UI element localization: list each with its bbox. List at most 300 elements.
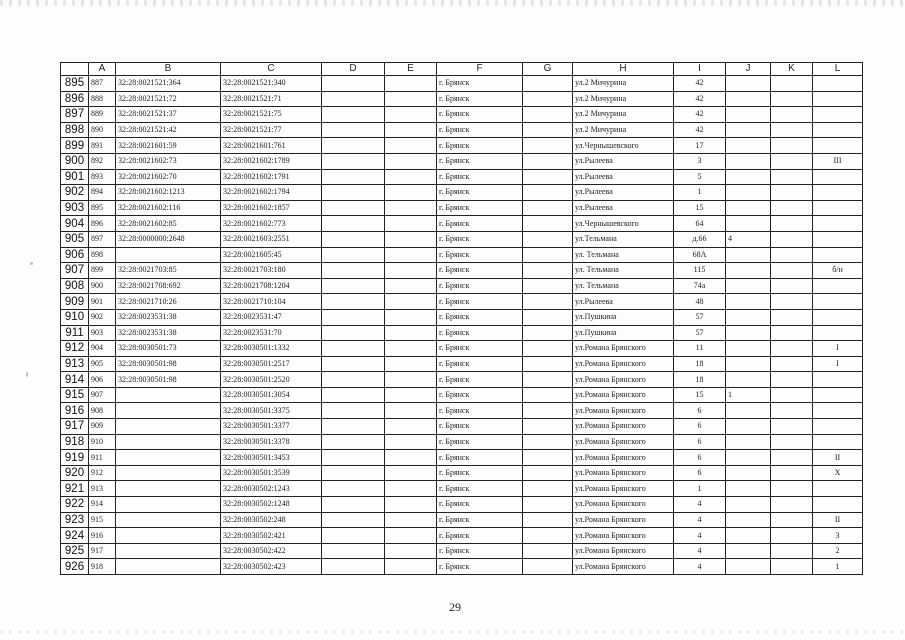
- row-number[interactable]: 926: [61, 559, 89, 575]
- cell-h[interactable]: ул.Чернышевского: [573, 216, 674, 232]
- cell-i[interactable]: 6: [674, 465, 726, 481]
- cell-j[interactable]: [726, 356, 771, 372]
- cell-c[interactable]: 32:28:0021602:1794: [221, 185, 322, 201]
- cell-c[interactable]: 32:28:0030502:421: [221, 528, 322, 544]
- cell-i[interactable]: 1: [674, 185, 726, 201]
- cell-l[interactable]: [813, 309, 863, 325]
- cell-e[interactable]: [385, 512, 437, 528]
- cell-d[interactable]: [322, 153, 385, 169]
- cell-g[interactable]: [523, 497, 573, 513]
- cell-f[interactable]: г. Брянск: [437, 278, 523, 294]
- cell-i[interactable]: 48: [674, 294, 726, 310]
- cell-f[interactable]: г. Брянск: [437, 403, 523, 419]
- cell-a[interactable]: 910: [89, 434, 116, 450]
- cell-h[interactable]: ул.Романа Брянского: [573, 403, 674, 419]
- cell-g[interactable]: [523, 450, 573, 466]
- cell-f[interactable]: г. Брянск: [437, 543, 523, 559]
- cell-f[interactable]: г. Брянск: [437, 76, 523, 92]
- cell-b[interactable]: [116, 247, 221, 263]
- cell-d[interactable]: [322, 481, 385, 497]
- cell-k[interactable]: [771, 512, 813, 528]
- cell-c[interactable]: 32:28:0030501:3375: [221, 403, 322, 419]
- cell-i[interactable]: 18: [674, 356, 726, 372]
- cell-d[interactable]: [322, 387, 385, 403]
- cell-l[interactable]: [813, 481, 863, 497]
- cell-f[interactable]: г. Брянск: [437, 512, 523, 528]
- cell-i[interactable]: 6: [674, 419, 726, 435]
- cell-k[interactable]: [771, 91, 813, 107]
- cell-f[interactable]: г. Брянск: [437, 200, 523, 216]
- cell-a[interactable]: 914: [89, 497, 116, 513]
- cell-b[interactable]: 32:28:0030501:73: [116, 341, 221, 357]
- cell-b[interactable]: [116, 465, 221, 481]
- cell-l[interactable]: [813, 200, 863, 216]
- cell-d[interactable]: [322, 325, 385, 341]
- cell-g[interactable]: [523, 309, 573, 325]
- cell-k[interactable]: [771, 309, 813, 325]
- cell-c[interactable]: 32:28:0021521:77: [221, 122, 322, 138]
- cell-k[interactable]: [771, 169, 813, 185]
- cell-l[interactable]: 2: [813, 543, 863, 559]
- cell-e[interactable]: [385, 387, 437, 403]
- cell-a[interactable]: 904: [89, 341, 116, 357]
- cell-e[interactable]: [385, 543, 437, 559]
- cell-a[interactable]: 891: [89, 138, 116, 154]
- cell-a[interactable]: 894: [89, 185, 116, 201]
- cell-g[interactable]: [523, 247, 573, 263]
- cell-g[interactable]: [523, 107, 573, 123]
- cell-c[interactable]: 32:28:0030501:3054: [221, 387, 322, 403]
- row-number[interactable]: 911: [61, 325, 89, 341]
- cell-h[interactable]: ул.Пушкина: [573, 325, 674, 341]
- cell-a[interactable]: 916: [89, 528, 116, 544]
- cell-d[interactable]: [322, 263, 385, 279]
- cell-k[interactable]: [771, 294, 813, 310]
- cell-g[interactable]: [523, 169, 573, 185]
- cell-i[interactable]: 1: [674, 481, 726, 497]
- cell-b[interactable]: [116, 387, 221, 403]
- cell-f[interactable]: г. Брянск: [437, 325, 523, 341]
- cell-h[interactable]: ул.Романа Брянского: [573, 434, 674, 450]
- cell-j[interactable]: [726, 481, 771, 497]
- row-number[interactable]: 909: [61, 294, 89, 310]
- cell-i[interactable]: 15: [674, 387, 726, 403]
- row-number[interactable]: 904: [61, 216, 89, 232]
- row-number[interactable]: 918: [61, 434, 89, 450]
- cell-e[interactable]: [385, 465, 437, 481]
- cell-a[interactable]: 906: [89, 372, 116, 388]
- cell-a[interactable]: 905: [89, 356, 116, 372]
- cell-j[interactable]: [726, 325, 771, 341]
- cell-c[interactable]: 32:28:0030501:3539: [221, 465, 322, 481]
- cell-i[interactable]: 64: [674, 216, 726, 232]
- cell-i[interactable]: 4: [674, 559, 726, 575]
- cell-a[interactable]: 909: [89, 419, 116, 435]
- cell-f[interactable]: г. Брянск: [437, 107, 523, 123]
- cell-h[interactable]: ул.Рылеева: [573, 185, 674, 201]
- cell-a[interactable]: 913: [89, 481, 116, 497]
- cell-h[interactable]: ул.Романа Брянского: [573, 528, 674, 544]
- cell-f[interactable]: г. Брянск: [437, 247, 523, 263]
- cell-j[interactable]: [726, 497, 771, 513]
- cell-g[interactable]: [523, 278, 573, 294]
- cell-k[interactable]: [771, 356, 813, 372]
- row-number[interactable]: 915: [61, 387, 89, 403]
- cell-l[interactable]: II: [813, 512, 863, 528]
- cell-b[interactable]: 32:28:0021703:85: [116, 263, 221, 279]
- cell-h[interactable]: ул.Романа Брянского: [573, 372, 674, 388]
- cell-e[interactable]: [385, 200, 437, 216]
- cell-e[interactable]: [385, 372, 437, 388]
- cell-l[interactable]: [813, 138, 863, 154]
- cell-f[interactable]: г. Брянск: [437, 497, 523, 513]
- cell-g[interactable]: [523, 372, 573, 388]
- column-header-f[interactable]: F: [437, 63, 523, 76]
- cell-d[interactable]: [322, 200, 385, 216]
- cell-l[interactable]: [813, 294, 863, 310]
- cell-l[interactable]: X: [813, 465, 863, 481]
- cell-l[interactable]: [813, 76, 863, 92]
- cell-g[interactable]: [523, 341, 573, 357]
- cell-a[interactable]: 915: [89, 512, 116, 528]
- cell-f[interactable]: г. Брянск: [437, 153, 523, 169]
- cell-f[interactable]: г. Брянск: [437, 185, 523, 201]
- cell-f[interactable]: г. Брянск: [437, 419, 523, 435]
- cell-i[interactable]: 15: [674, 200, 726, 216]
- cell-g[interactable]: [523, 153, 573, 169]
- cell-f[interactable]: г. Брянск: [437, 216, 523, 232]
- cell-c[interactable]: 32:28:0021605:45: [221, 247, 322, 263]
- cell-e[interactable]: [385, 403, 437, 419]
- cell-e[interactable]: [385, 138, 437, 154]
- cell-g[interactable]: [523, 528, 573, 544]
- cell-g[interactable]: [523, 231, 573, 247]
- cell-a[interactable]: 900: [89, 278, 116, 294]
- cell-h[interactable]: ул.Романа Брянского: [573, 356, 674, 372]
- cell-f[interactable]: г. Брянск: [437, 122, 523, 138]
- cell-e[interactable]: [385, 434, 437, 450]
- cell-a[interactable]: 911: [89, 450, 116, 466]
- cell-g[interactable]: [523, 387, 573, 403]
- cell-a[interactable]: 901: [89, 294, 116, 310]
- cell-j[interactable]: [726, 107, 771, 123]
- cell-j[interactable]: [726, 543, 771, 559]
- cell-g[interactable]: [523, 325, 573, 341]
- cell-i[interactable]: 11: [674, 341, 726, 357]
- cell-h[interactable]: ул.Романа Брянского: [573, 465, 674, 481]
- cell-b[interactable]: 32:28:0021602:70: [116, 169, 221, 185]
- cell-h[interactable]: ул.Рылеева: [573, 294, 674, 310]
- cell-f[interactable]: г. Брянск: [437, 91, 523, 107]
- cell-l[interactable]: [813, 107, 863, 123]
- cell-b[interactable]: 32:28:0021521:72: [116, 91, 221, 107]
- cell-g[interactable]: [523, 263, 573, 279]
- cell-k[interactable]: [771, 528, 813, 544]
- column-header-k[interactable]: K: [771, 63, 813, 76]
- column-header-g[interactable]: G: [523, 63, 573, 76]
- cell-a[interactable]: 907: [89, 387, 116, 403]
- cell-d[interactable]: [322, 247, 385, 263]
- row-number[interactable]: 914: [61, 372, 89, 388]
- cell-d[interactable]: [322, 512, 385, 528]
- cell-d[interactable]: [322, 169, 385, 185]
- cell-e[interactable]: [385, 122, 437, 138]
- cell-j[interactable]: [726, 372, 771, 388]
- cell-i[interactable]: 42: [674, 122, 726, 138]
- cell-k[interactable]: [771, 325, 813, 341]
- cell-j[interactable]: [726, 278, 771, 294]
- cell-k[interactable]: [771, 122, 813, 138]
- cell-c[interactable]: 32:28:0021521:75: [221, 107, 322, 123]
- cell-i[interactable]: д.66: [674, 231, 726, 247]
- cell-j[interactable]: [726, 419, 771, 435]
- cell-e[interactable]: [385, 341, 437, 357]
- cell-a[interactable]: 918: [89, 559, 116, 575]
- cell-h[interactable]: ул.Романа Брянского: [573, 387, 674, 403]
- cell-d[interactable]: [322, 434, 385, 450]
- cell-l[interactable]: [813, 278, 863, 294]
- cell-k[interactable]: [771, 403, 813, 419]
- cell-h[interactable]: ул.Романа Брянского: [573, 341, 674, 357]
- cell-l[interactable]: 3: [813, 528, 863, 544]
- cell-b[interactable]: 32:28:0021710:26: [116, 294, 221, 310]
- cell-g[interactable]: [523, 403, 573, 419]
- cell-b[interactable]: 32:28:0021708:692: [116, 278, 221, 294]
- row-number[interactable]: 916: [61, 403, 89, 419]
- cell-a[interactable]: 895: [89, 200, 116, 216]
- cell-g[interactable]: [523, 294, 573, 310]
- cell-l[interactable]: [813, 231, 863, 247]
- cell-e[interactable]: [385, 450, 437, 466]
- cell-e[interactable]: [385, 356, 437, 372]
- cell-c[interactable]: 32:28:0023531:70: [221, 325, 322, 341]
- cell-l[interactable]: II: [813, 450, 863, 466]
- cell-c[interactable]: 32:28:0021703:180: [221, 263, 322, 279]
- column-header-e[interactable]: E: [385, 63, 437, 76]
- cell-j[interactable]: [726, 403, 771, 419]
- cell-b[interactable]: 32:28:0021602:1213: [116, 185, 221, 201]
- cell-i[interactable]: 6: [674, 403, 726, 419]
- cell-l[interactable]: III: [813, 153, 863, 169]
- cell-d[interactable]: [322, 91, 385, 107]
- row-number[interactable]: 922: [61, 497, 89, 513]
- cell-e[interactable]: [385, 91, 437, 107]
- cell-b[interactable]: 32:28:0021521:364: [116, 76, 221, 92]
- cell-b[interactable]: 32:28:0021521:42: [116, 122, 221, 138]
- cell-j[interactable]: [726, 76, 771, 92]
- cell-e[interactable]: [385, 216, 437, 232]
- cell-h[interactable]: ул.Рылеева: [573, 153, 674, 169]
- cell-b[interactable]: 32:28:0030501:98: [116, 356, 221, 372]
- cell-d[interactable]: [322, 543, 385, 559]
- cell-b[interactable]: 32:28:0023531:38: [116, 309, 221, 325]
- cell-k[interactable]: [771, 247, 813, 263]
- cell-l[interactable]: [813, 497, 863, 513]
- cell-e[interactable]: [385, 231, 437, 247]
- cell-i[interactable]: 6: [674, 450, 726, 466]
- cell-b[interactable]: 32:28:0023531:38: [116, 325, 221, 341]
- cell-b[interactable]: [116, 528, 221, 544]
- cell-e[interactable]: [385, 76, 437, 92]
- cell-e[interactable]: [385, 309, 437, 325]
- cell-c[interactable]: 32:28:0030501:1332: [221, 341, 322, 357]
- cell-d[interactable]: [322, 356, 385, 372]
- cell-j[interactable]: [726, 559, 771, 575]
- cell-c[interactable]: 32:28:0021708:1204: [221, 278, 322, 294]
- cell-j[interactable]: [726, 169, 771, 185]
- cell-j[interactable]: 4: [726, 231, 771, 247]
- column-header-j[interactable]: J: [726, 63, 771, 76]
- row-number[interactable]: 925: [61, 543, 89, 559]
- cell-h[interactable]: ул. Тельмана: [573, 247, 674, 263]
- cell-b[interactable]: [116, 512, 221, 528]
- cell-i[interactable]: 17: [674, 138, 726, 154]
- cell-e[interactable]: [385, 263, 437, 279]
- cell-d[interactable]: [322, 497, 385, 513]
- cell-e[interactable]: [385, 528, 437, 544]
- row-number[interactable]: 902: [61, 185, 89, 201]
- cell-k[interactable]: [771, 153, 813, 169]
- cell-a[interactable]: 889: [89, 107, 116, 123]
- cell-a[interactable]: 898: [89, 247, 116, 263]
- cell-j[interactable]: [726, 91, 771, 107]
- cell-i[interactable]: 5: [674, 169, 726, 185]
- cell-h[interactable]: ул. Тельмана: [573, 263, 674, 279]
- cell-l[interactable]: [813, 419, 863, 435]
- cell-f[interactable]: г. Брянск: [437, 559, 523, 575]
- cell-j[interactable]: [726, 294, 771, 310]
- cell-a[interactable]: 893: [89, 169, 116, 185]
- cell-b[interactable]: 32:28:0021521:37: [116, 107, 221, 123]
- cell-j[interactable]: [726, 465, 771, 481]
- cell-a[interactable]: 892: [89, 153, 116, 169]
- row-number[interactable]: 899: [61, 138, 89, 154]
- cell-d[interactable]: [322, 309, 385, 325]
- cell-k[interactable]: [771, 481, 813, 497]
- cell-b[interactable]: 32:28:0030501:98: [116, 372, 221, 388]
- cell-d[interactable]: [322, 419, 385, 435]
- cell-d[interactable]: [322, 278, 385, 294]
- cell-c[interactable]: 32:28:0021602:773: [221, 216, 322, 232]
- cell-j[interactable]: [726, 512, 771, 528]
- cell-a[interactable]: 902: [89, 309, 116, 325]
- cell-f[interactable]: г. Брянск: [437, 372, 523, 388]
- cell-k[interactable]: [771, 387, 813, 403]
- cell-i[interactable]: 115: [674, 263, 726, 279]
- cell-i[interactable]: 4: [674, 512, 726, 528]
- cell-l[interactable]: [813, 185, 863, 201]
- cell-f[interactable]: г. Брянск: [437, 341, 523, 357]
- row-number[interactable]: 901: [61, 169, 89, 185]
- cell-c[interactable]: 32:28:0030502:1248: [221, 497, 322, 513]
- row-number[interactable]: 897: [61, 107, 89, 123]
- cell-b[interactable]: [116, 543, 221, 559]
- cell-c[interactable]: 32:28:0030502:1243: [221, 481, 322, 497]
- cell-f[interactable]: г. Брянск: [437, 231, 523, 247]
- row-number[interactable]: 898: [61, 122, 89, 138]
- cell-i[interactable]: 42: [674, 107, 726, 123]
- cell-c[interactable]: 32:28:0030501:2517: [221, 356, 322, 372]
- row-number[interactable]: 900: [61, 153, 89, 169]
- cell-f[interactable]: г. Брянск: [437, 169, 523, 185]
- cell-k[interactable]: [771, 497, 813, 513]
- cell-e[interactable]: [385, 419, 437, 435]
- cell-l[interactable]: [813, 169, 863, 185]
- cell-l[interactable]: 1: [813, 559, 863, 575]
- cell-f[interactable]: г. Брянск: [437, 294, 523, 310]
- column-header-h[interactable]: H: [573, 63, 674, 76]
- column-header-d[interactable]: D: [322, 63, 385, 76]
- cell-i[interactable]: 4: [674, 543, 726, 559]
- cell-g[interactable]: [523, 216, 573, 232]
- cell-l[interactable]: [813, 434, 863, 450]
- cell-b[interactable]: [116, 434, 221, 450]
- cell-c[interactable]: 32:28:0021603:2551: [221, 231, 322, 247]
- cell-b[interactable]: 32:28:0021601:59: [116, 138, 221, 154]
- cell-c[interactable]: 32:28:0030501:3453: [221, 450, 322, 466]
- row-number[interactable]: 905: [61, 231, 89, 247]
- column-header-a[interactable]: A: [89, 63, 116, 76]
- cell-j[interactable]: [726, 341, 771, 357]
- cell-k[interactable]: [771, 138, 813, 154]
- cell-j[interactable]: [726, 450, 771, 466]
- cell-k[interactable]: [771, 419, 813, 435]
- cell-e[interactable]: [385, 278, 437, 294]
- cell-c[interactable]: 32:28:0021521:71: [221, 91, 322, 107]
- cell-g[interactable]: [523, 185, 573, 201]
- cell-c[interactable]: 32:28:0021602:1791: [221, 169, 322, 185]
- cell-d[interactable]: [322, 341, 385, 357]
- cell-k[interactable]: [771, 76, 813, 92]
- column-header-i[interactable]: I: [674, 63, 726, 76]
- cell-k[interactable]: [771, 263, 813, 279]
- cell-e[interactable]: [385, 559, 437, 575]
- cell-i[interactable]: 68А: [674, 247, 726, 263]
- cell-f[interactable]: г. Брянск: [437, 465, 523, 481]
- cell-k[interactable]: [771, 450, 813, 466]
- cell-f[interactable]: г. Брянск: [437, 263, 523, 279]
- row-number[interactable]: 913: [61, 356, 89, 372]
- cell-l[interactable]: I: [813, 356, 863, 372]
- cell-i[interactable]: 57: [674, 325, 726, 341]
- cell-b[interactable]: [116, 497, 221, 513]
- cell-b[interactable]: 32:28:0021602:85: [116, 216, 221, 232]
- cell-j[interactable]: [726, 434, 771, 450]
- cell-a[interactable]: 897: [89, 231, 116, 247]
- cell-i[interactable]: 42: [674, 76, 726, 92]
- cell-h[interactable]: ул.Романа Брянского: [573, 543, 674, 559]
- cell-i[interactable]: 4: [674, 528, 726, 544]
- cell-k[interactable]: [771, 278, 813, 294]
- cell-j[interactable]: [726, 153, 771, 169]
- row-number[interactable]: 917: [61, 419, 89, 435]
- cell-c[interactable]: 32:28:0030501:2520: [221, 372, 322, 388]
- cell-c[interactable]: 32:28:0021602:1789: [221, 153, 322, 169]
- cell-l[interactable]: б/н: [813, 263, 863, 279]
- cell-a[interactable]: 896: [89, 216, 116, 232]
- cell-k[interactable]: [771, 559, 813, 575]
- cell-d[interactable]: [322, 528, 385, 544]
- cell-h[interactable]: ул.2 Мичурина: [573, 91, 674, 107]
- cell-g[interactable]: [523, 200, 573, 216]
- cell-i[interactable]: 74а: [674, 278, 726, 294]
- cell-g[interactable]: [523, 465, 573, 481]
- cell-g[interactable]: [523, 543, 573, 559]
- cell-h[interactable]: ул.Романа Брянского: [573, 559, 674, 575]
- cell-f[interactable]: г. Брянск: [437, 481, 523, 497]
- cell-c[interactable]: 32:28:0021602:1857: [221, 200, 322, 216]
- cell-f[interactable]: г. Брянск: [437, 450, 523, 466]
